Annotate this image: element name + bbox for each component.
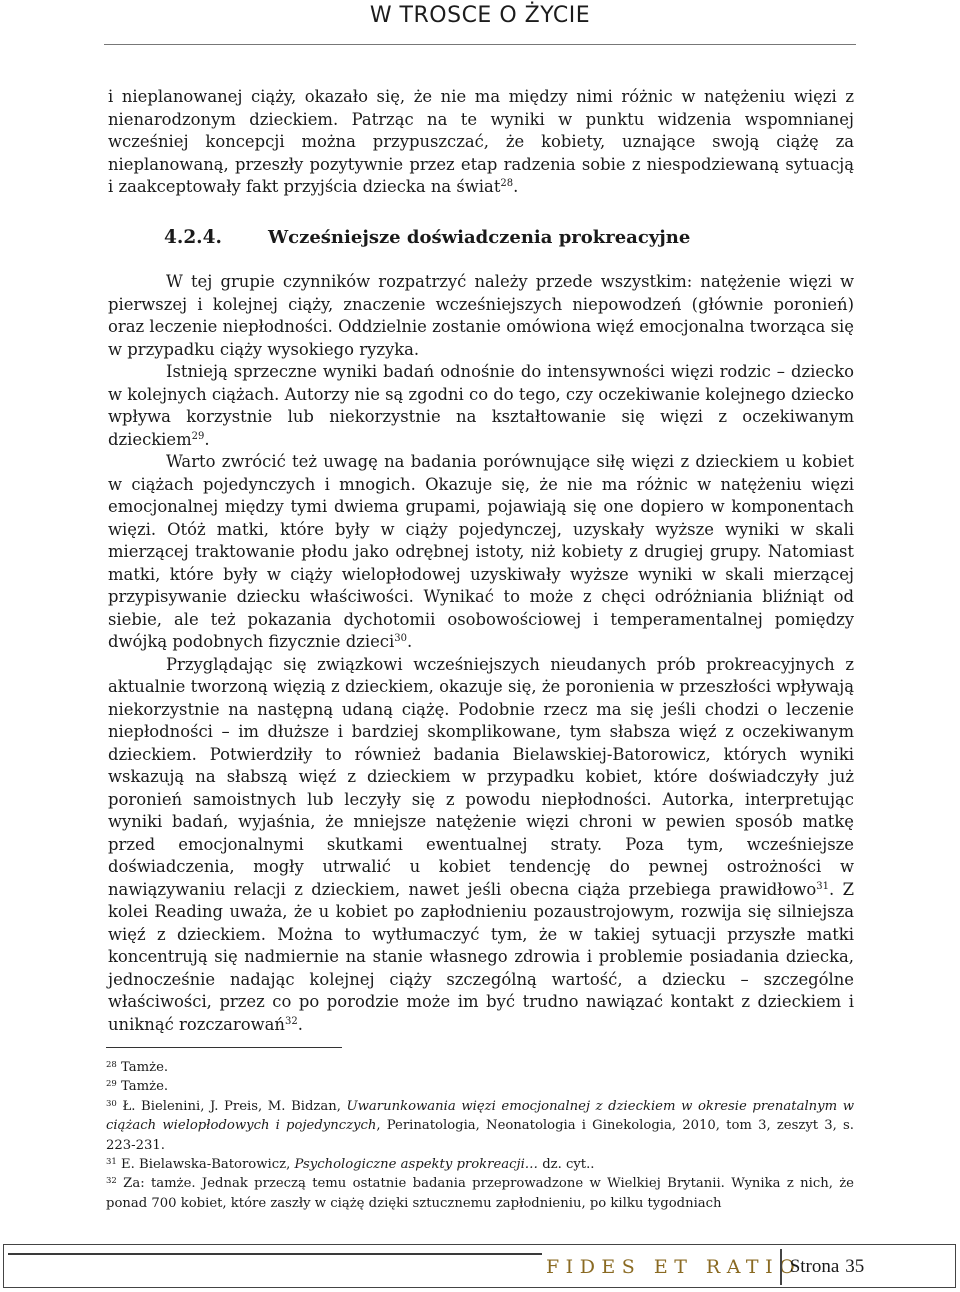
footnote-number: 28 (106, 1060, 117, 1070)
header-rule (104, 44, 856, 45)
footnote-number: 32 (106, 1176, 117, 1187)
footnote-ref-29[interactable]: 29 (191, 430, 205, 442)
section-title: Wcześniejsze doświadczenia prokreacyjne (267, 227, 691, 248)
footnote-source: , Perinatologia, Neonatologia i Ginekologia, 2010, tom 3, zeszyt 3, s. 223-231. (106, 1118, 854, 1153)
footnote-title: Psychologiczne aspekty prokreacji… (294, 1157, 538, 1173)
paragraph-2: Istnieją sprzeczne wyniki badań odnośnie do intensywności więzi rodzic – dziecko w kolejnych ciążach. Autorzy nie są zgodni co do tego, czy oczekiwanie kolejnego dziecko wpływa korzystnie lub niekorzystnie na kształtowanie się więzi z oczekiwanym dzieckiem$^{29}$. (108, 362, 854, 449)
footnote-29 (106, 1077, 854, 1096)
intro-text: i nieplanowanej ciąży, okazało się, że nie ma między nimi różnic w natężeniu więzi z nienarodzonym dzieckiem. Patrząc na te wyniki w punktu widzenia wspomnianej wcześniej koncepcji można przypuszczać, że kobiety, uznające swoją ciążę za nieplanowaną, przeszły pozytywnie przez etap radzenia sobie z niespodziewaną sytuacją i zaakceptowały fakt przyjścia dziecka na świat (108, 87, 854, 196)
paragraph-2-text: Istnieją sprzeczne wyniki badań odnośnie do intensywności więzi rodzic – dziecko w kolejnych ciążach. Autorzy nie są zgodni co do tego, czy oczekiwanie kolejnego dziecko wpływa korzystnie lub niekorzystnie na kształtowanie się więzi z oczekiwanym dzieckiem (108, 362, 854, 449)
footnote-ref-32[interactable]: 32 (285, 1015, 298, 1027)
intro-end: . (513, 177, 519, 196)
footnote-30 (106, 1097, 854, 1155)
footnote-31 (106, 1155, 854, 1174)
footnote-authors: E. Bielawska-Batorowicz, (121, 1157, 295, 1173)
main-text (108, 271, 854, 1036)
journal-name: FIDES ET RATIO (546, 1256, 802, 1278)
page-number-box (780, 1249, 878, 1285)
footnote-authors: Ł. Bielenini, J. Preis, M. Bidzan, (122, 1098, 347, 1114)
footnote-ref-30[interactable]: 30 (394, 633, 407, 644)
footnote-number: 31 (106, 1157, 117, 1168)
footnote-separator (106, 1047, 342, 1048)
paragraph-1: W tej grupie czynników rozpatrzyć należy przede wszystkim: natężenie więzi w pierwszej i kolejnej ciąży, znaczenie wcześniejszych niepowodzeń (głównie poronień) oraz leczenie niepłodności. Oddzielnie zostanie omówiona więź emocjonalna tworząca się w przypadku ciąży wysokiego ryzyka. (108, 272, 854, 359)
footnote-text: Tamże. (121, 1060, 169, 1075)
footnote-text: Tamże. (121, 1079, 169, 1095)
footer-rule (8, 1253, 542, 1255)
footnote-ref-31[interactable]: 31 (816, 880, 829, 892)
footnotes (106, 1058, 854, 1213)
paragraph-4: Przyglądając się związkowi wcześniejszych nieudanych prób prokreacyjnych z aktualnie tworzoną więzią z dzieckiem, okazuje się, że poronienia w przeszłości wpływają niekorzystnie na następną udaną ciążę. Podobnie rzecz ma się jeśli chodzi o leczenie niepłodności – im dłuższe i bardziej skomplikowane, tym słabsza więź z oczekiwanym dzieckiem. Potwierdziły to również badania Bielawskiej-Batorowicz, których wyniki wskazują na słabszą więź z dzieckiem w przypadku kobiet, które doświadczyły już poronień samoistnych lub leczyły się z powodu niepłodności. Autorka, interpretując wyniki badań, wyjaśnia, że mniejsze natężenie więzi chroni w pewien sposób matkę przed emocjonalnymi skutkami ewentualnej straty. Poza tym, wcześniejsze doświadczenia, mogły utrwalić u kobiet tendencję do pewnej ostrożności w nawiązywaniu relacji z dzieckiem, nawet jeśli obecna ciąża przebiega prawidłowo$^{31}$. Z kolei Reading uważa, że u kobiet po zapłodnieniu pozaustrojowym, rozwija się silniejsza więź z dzieckiem. Można to wytłumaczyć tym, że w takiej sytuacji przyszłe matki koncentrują się nadmiernie na stanie własnego zdrowia i problemie posiadania dziecka, jednocześnie nadając kolejnej ciąży szczególną wartość, a dziecku – szczególne właściwości, przez co po porodzie może im być trudno nawiązać kontakt z dzieckiem i uniknąć rozczarowań$^{32}$. (108, 654, 854, 1034)
intro-paragraph (108, 86, 854, 199)
footnote-ref-28[interactable]: 28 (500, 178, 514, 189)
paragraph-4-text-a: Przyglądając się związkowi wcześniejszych nieudanych prób prokreacyjnych z aktualnie tworzoną więzią z dzieckiem, okazuje się, że poronienia w przeszłości wpływają niekorzystnie na następną udaną ciążę. Podobnie rzecz ma się jeśli chodzi o leczenie niepłodności – im dłuższe i bardziej skomplikowane, tym słabsza więź z oczekiwanym dzieckiem. Potwierdziły to również badania Bielawskiej-Batorowicz, których wyniki wskazują na słabszą więź z dzieckiem w przypadku kobiet, które doświadczyły już poronień samoistnych lub leczyły się z powodu niepłodności. Autorka, interpretując wyniki badań, wyjaśnia, że mniejsze natężenie więzi chroni w pewien sposób matkę przed emocjonalnymi skutkami ewentualnej straty. Poza tym, wcześniejsze doświadczenia, mogły utrwalić u kobiet tendencję do pewnej ostrożności w nawiązywaniu relacji z dzieckiem, nawet jeśli obecna ciąża przebiega prawidłowo (108, 654, 854, 899)
page-label: Strona (789, 1256, 840, 1277)
footnote-32 (106, 1174, 854, 1213)
footnote-28 (106, 1058, 854, 1077)
section-number: 4.2.4. (164, 227, 222, 248)
paragraph-3: Warto zwrócić też uwagę na badania porównujące siłę więzi z dzieckiem u kobiet w ciążach pojedynczych i mnogich. Okazuje się, że nie ma różnic w natężeniu więzi emocjonalnej między tymi dwiema grupami, pojawiają się one dopiero w komponentach więzi. Otóż matki, które były w ciąży pojedynczej, uzyskały wyższe wyniki w skali mierzącej traktowanie płodu jako odrębnej istoty, niż kobiety z drugiej grupy. Natomiast matki, które były w ciąży wielopłodowej uzyskiwały wyższe wyniki w skali mierzącej przypisywanie dziecku właściwości. Wynikać to może z chęci odróżniania bliźniąt od siebie, ale też pokazania dychotomii osobowościowej i temperamentalnej pomiędzy dwójką podobnych fizycznie dzieci$^{30}$. (108, 452, 854, 651)
footnote-number: 30 (106, 1098, 117, 1109)
page-number: 35 (845, 1256, 865, 1277)
footnote-number: 29 (106, 1079, 117, 1090)
footnote-source: dz. cyt.. (538, 1157, 595, 1173)
paragraph-3-text: Warto zwrócić też uwagę na badania porównujące siłę więzi z dzieckiem u kobiet w ciążach pojedynczych i mnogich. Okazuje się, że nie ma różnic w natężeniu więzi emocjonalnej między tymi dwiema grupami, pojawiają się one dopiero w komponentach więzi. Otóż matki, które były w ciąży pojedynczej, uzyskały wyższe wyniki w skali mierzącej traktowanie płodu jako odrębnej istoty, niż kobiety z drugiej grupy. Natomiast matki, które były w ciąży wielopłodowej uzyskiwały wyższe wyniki w skali mierzącej przypisywanie dziecku właściwości. Wynikać to może z chęci odróżniania bliźniąt od siebie, ale też pokazania dychotomii osobowościowej i temperamentalnej pomiędzy dwójką podobnych fizycznie dzieci (108, 452, 854, 651)
section-heading (164, 226, 690, 250)
footnote-title: Uwarunkowania więzi emocjonalnej z dzieckiem w okresie prenatalnym w ciążach wielopłodowych i pojedynczych (106, 1098, 855, 1134)
footnote-text: Za: tamże. Jednak przeczą temu ostatnie badania przeprowadzone w Wielkiej Brytanii. Wynika z nich, że ponad 700 kobiet, które zaszły w ciążę dzięki sztucznemu zapłodnieniu, po kilku tygodniach (106, 1176, 854, 1211)
paragraph-4-text-b: Z kolei Reading uważa, że u kobiet po zapłodnieniu pozaustrojowym, rozwija się silniejsza więź z dzieckiem. Można to wytłumaczyć tym, że w takiej sytuacji przyszłe matki koncentrują się nadmiernie na stanie własnego zdrowia i problemie posiadania dziecka, jednocześnie nadając kolejnej ciąży szczególną wartość, a dziecku – szczególne właściwości, przez co po porodzie może im być trudno nawiązać kontakt z dzieckiem i uniknąć rozczarowań (108, 879, 854, 1034)
running-header: W TROSCE O ŻYCIE (369, 3, 591, 28)
